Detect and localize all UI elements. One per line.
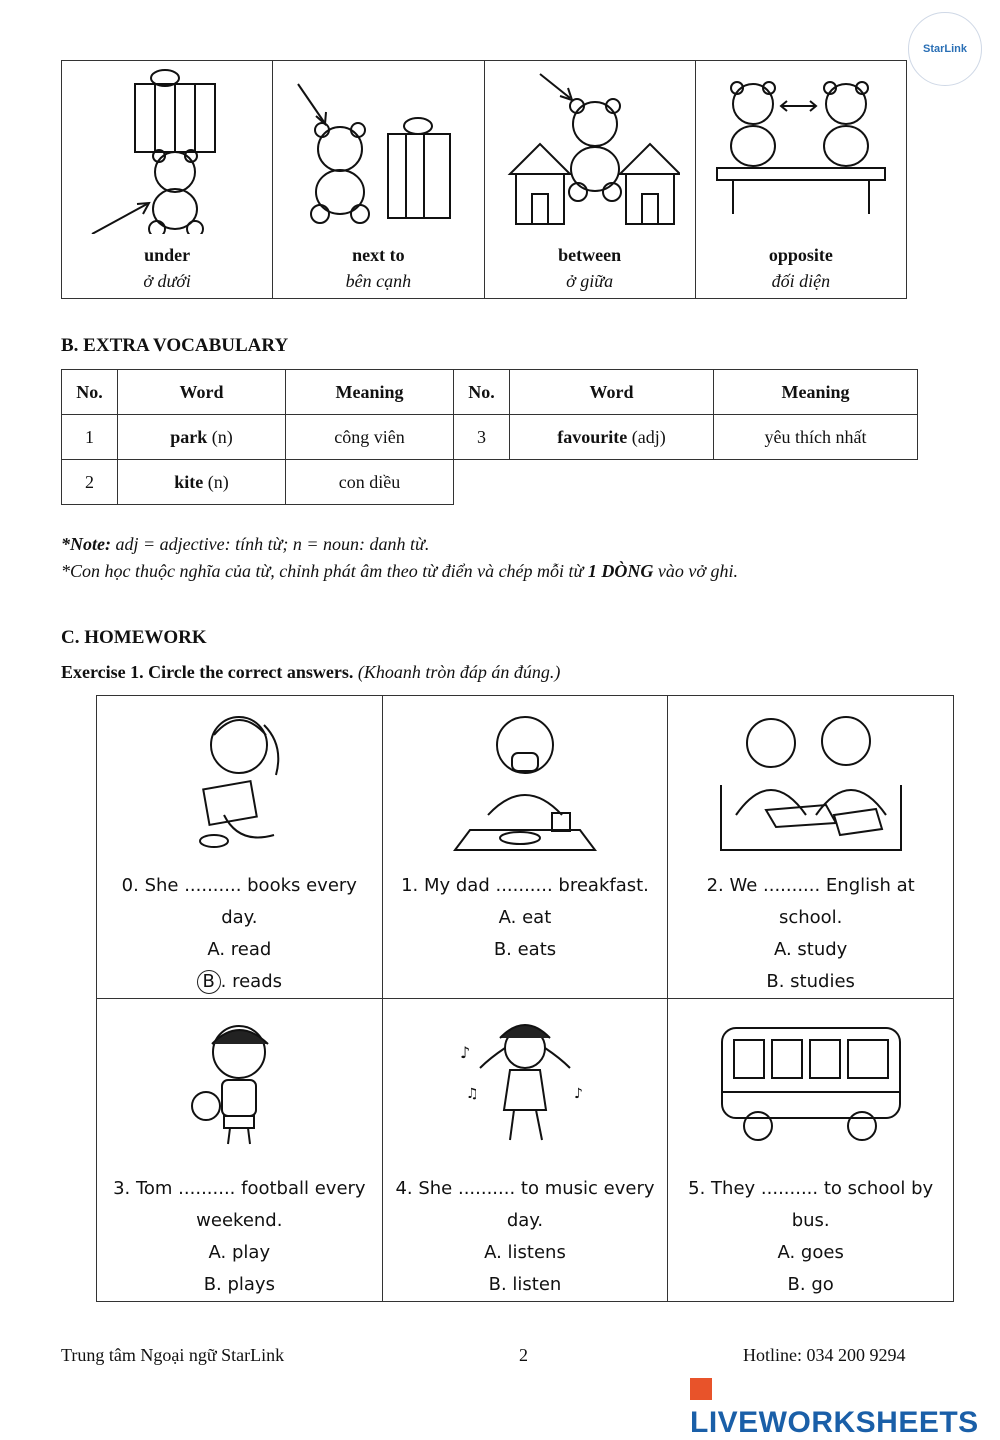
option-b[interactable]: B. listen — [488, 1274, 562, 1295]
vocab-no: 1 — [62, 415, 118, 460]
exercise-1-grid — [96, 695, 954, 1302]
vocab-table — [61, 369, 918, 505]
exercise-item: 3. Tom .......... football every weekend. A. play B. plays — [97, 999, 383, 1302]
option-b[interactable]: B. go — [787, 1274, 834, 1295]
question-text: 4. She .......... to music every — [395, 1178, 655, 1199]
vocab-row — [62, 460, 918, 505]
answer-circle: B — [197, 970, 221, 994]
exercise-item: 0. She .......... books every day. A. read B . reads — [97, 696, 383, 999]
kids-studying-icon — [716, 700, 906, 860]
girl-music-icon — [450, 1003, 600, 1163]
question-text: 2. We .......... English at — [706, 875, 915, 896]
preposition-word: opposite — [768, 245, 833, 265]
preposition-cell-next-to — [273, 61, 484, 299]
liveworksheets-watermark: LIVEWORKSHEETS — [690, 1372, 1000, 1440]
preposition-cell-between — [484, 61, 695, 299]
exercise-1-title: Exercise 1. Circle the correct answers. (Khoanh tròn đáp án đúng.) — [61, 662, 561, 682]
teddy-next-to-gift-icon — [288, 64, 468, 234]
exercise-item: ♪ ♫ ♪ 4. She .......... to music every day. A. listens B. listen — [382, 999, 668, 1302]
question-text: 1. My dad .......... breakfast. — [401, 875, 649, 896]
question-text: 0. She .......... books every — [121, 875, 357, 896]
col-header: Word — [118, 370, 286, 415]
footer-center-name: Trung tâm Ngoại ngữ StarLink — [61, 1345, 285, 1365]
preposition-word: next to — [352, 245, 405, 265]
svg-text:♪: ♪ — [573, 1086, 583, 1102]
preposition-word: under — [144, 245, 191, 265]
starlink-logo: StarLink — [908, 12, 982, 86]
option-a[interactable]: A. read — [207, 939, 272, 960]
vocab-no: 3 — [454, 415, 510, 460]
svg-text:♫: ♫ — [465, 1086, 479, 1102]
page-number: 2 — [519, 1345, 528, 1365]
vocab-no: 2 — [62, 460, 118, 505]
boy-football-icon — [184, 1003, 294, 1163]
note-line-1: *Note: adj = adjective: tính từ; n = noun: danh từ. — [61, 534, 430, 554]
note-line-2: *Con học thuộc nghĩa của từ, chỉnh phát âm theo từ điển và chép mỗi từ 1 DÒNG vào vở ghi. — [61, 561, 738, 581]
vocab-word: park (n) — [118, 415, 286, 460]
section-b-title: B. EXTRA VOCABULARY — [61, 335, 289, 356]
teddy-under-gift-icon — [77, 64, 257, 234]
exercise-item: 2. We .......... English at school. A. study B. studies — [668, 696, 954, 999]
col-header: No. — [62, 370, 118, 415]
preposition-word: between — [558, 245, 622, 265]
preposition-meaning: đối diện — [771, 271, 831, 291]
man-eating-icon — [440, 700, 610, 860]
option-a[interactable]: A. study — [773, 939, 848, 960]
col-header: Meaning — [714, 370, 918, 415]
preposition-cell-under — [62, 61, 273, 299]
vocab-word: favourite (adj) — [510, 415, 714, 460]
svg-text:♪: ♪ — [459, 1043, 471, 1062]
vocab-row — [62, 415, 918, 460]
vocab-meaning: công viên — [286, 415, 454, 460]
question-text: 3. Tom .......... football every — [113, 1178, 366, 1199]
exercise-item: 5. They .......... to school by bus. A. goes B. go — [668, 999, 954, 1302]
col-header: Meaning — [286, 370, 454, 415]
exercise-item — [382, 696, 668, 999]
section-c-title: C. HOMEWORK — [61, 627, 207, 648]
col-header: Word — [510, 370, 714, 415]
option-a[interactable]: A. listens — [484, 1242, 566, 1263]
option-b[interactable]: B. studies — [766, 971, 855, 992]
preposition-meaning: ở giữa — [566, 271, 614, 291]
option-b[interactable]: B . reads — [97, 966, 382, 998]
school-bus-icon — [716, 1003, 906, 1163]
vocab-word: kite (n) — [118, 460, 286, 505]
option-a[interactable]: A. goes — [777, 1242, 844, 1263]
prepositions-table — [61, 60, 907, 299]
vocab-meaning: con diều — [286, 460, 454, 505]
vocab-meaning: yêu thích nhất — [714, 415, 918, 460]
vocab-header-row — [62, 370, 918, 415]
question-text: 5. They .......... to school by — [688, 1178, 934, 1199]
girl-reading-icon — [184, 700, 294, 860]
preposition-cell-opposite — [695, 61, 906, 299]
option-b[interactable]: B. plays — [203, 1274, 275, 1295]
teddy-between-houses-icon — [500, 64, 680, 234]
option-b[interactable]: B. eats — [493, 939, 557, 960]
teddies-opposite-icon — [711, 64, 891, 234]
option-a[interactable]: A. play — [208, 1242, 271, 1263]
footer-hotline: Hotline: 034 200 9294 — [743, 1345, 906, 1365]
liveworksheets-icon — [690, 1378, 712, 1400]
col-header: No. — [454, 370, 510, 415]
preposition-meaning: bên cạnh — [345, 271, 412, 291]
option-a[interactable]: A. eat — [498, 907, 552, 928]
preposition-meaning: ở dưới — [143, 271, 191, 291]
